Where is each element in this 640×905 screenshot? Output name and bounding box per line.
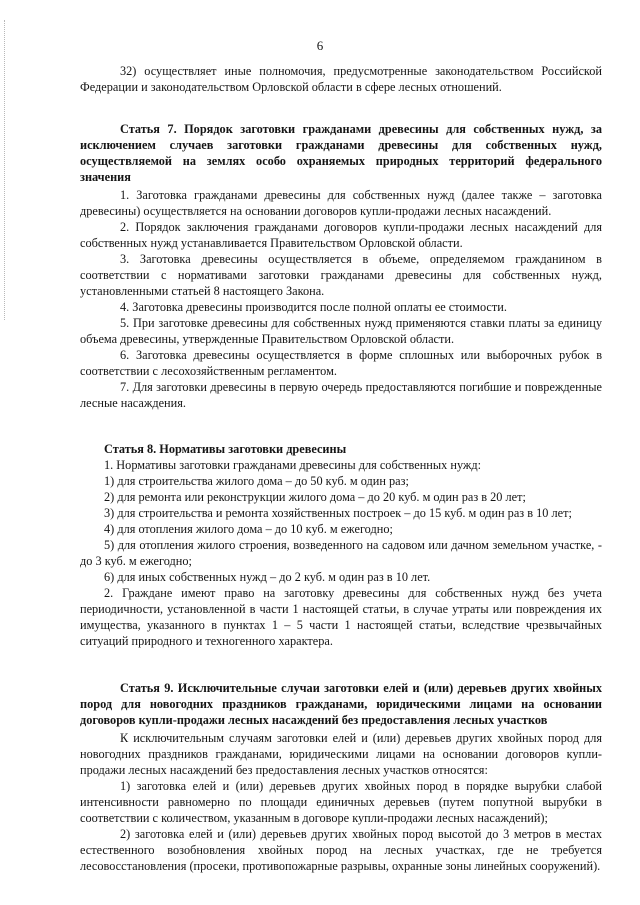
- article-7-paragraph-6: 6. Заготовка древесины осуществляется в форме сплошных или выборочных рубок в соответствии с лесохозяйственным регламентом.: [80, 348, 602, 378]
- article-8-item-6: 6) для иных собственных нужд – до 2 куб. м один раз в 10 лет.: [104, 570, 431, 584]
- article-8-item-5: 5) для отопления жилого строения, возведенного на садовом или дачном земельном участке, - до 3 куб. м ежегодно;: [80, 538, 602, 568]
- article-9-item-1: 1) заготовка елей и (или) деревьев других хвойных пород в порядке вырубки слабой интенсивности равномерно по площади единичных деревьев (путем попутной вырубки в соответствии с количеством, указанным в договоре купли-продажи лесных насаждений);: [80, 779, 602, 825]
- article-8-paragraph-2: 2. Граждане имеют право на заготовку древесины для собственных нужд без учета периодичности, установленной в части 1 настоящей статьи, в случае утраты или повреждения их имущества, указанного в пунктах 1 – 5 части 1 настоящей статьи, вследствие чрезвычайных ситуаций природного и техногенного характера.: [80, 586, 602, 648]
- article-7-title: Статья 7. Порядок заготовки гражданами древесины для собственных нужд, за исключением случаев заготовки гражданами древесины для собственных нужд, осуществляемой на землях особо охраняемых природных территорий федерального значения: [80, 122, 602, 184]
- article-8-title: Статья 8. Нормативы заготовки древесины: [104, 442, 347, 456]
- article-7-paragraph-3: 3. Заготовка древесины осуществляется в объеме, определяемом гражданином в соответствии с нормативами заготовки гражданами древесины для собственных нужд, установленными статьей 8 настоящего Закона.: [80, 252, 602, 298]
- scan-margin-mark: [4, 20, 7, 320]
- article-9-paragraph-1: К исключительным случаям заготовки елей и (или) деревьев других хвойных пород для новогодних праздников гражданами, юридическими лицами на основании договоров купли-продажи лесных насаждений без предоставления лесных участков относятся:: [80, 731, 602, 777]
- article-8-item-2: 2) для ремонта или реконструкции жилого дома – до 20 куб. м один раз в 20 лет;: [104, 490, 526, 504]
- article-8-item-1: 1) для строительства жилого дома – до 50 куб. м один раз;: [104, 474, 409, 488]
- article-8-item-3: 3) для строительства и ремонта хозяйственных построек – до 15 куб. м один раз в 10 лет;: [104, 506, 572, 520]
- page-number: 6: [316, 38, 324, 53]
- article-7-paragraph-4: 4. Заготовка древесины производится после полной оплаты ее стоимости.: [120, 300, 507, 314]
- article-7-paragraph-5: 5. При заготовке древесины для собственных нужд применяются ставки платы за единицу объема древесины, утвержденные Правительством Орловской области.: [80, 316, 602, 346]
- article-8-paragraph-1: 1. Нормативы заготовки гражданами древесины для собственных нужд:: [104, 458, 482, 472]
- document-body: [80, 63, 602, 874]
- article-7-paragraph-2: 2. Порядок заключения гражданами договоров купли-продажи лесных насаждений для собственных нужд устанавливается Правительством Орловской области.: [80, 220, 602, 250]
- article-8-item-4: 4) для отопления жилого дома – до 10 куб. м ежегодно;: [104, 522, 393, 536]
- article-9-title: Статья 9. Исключительные случаи заготовки елей и (или) деревьев других хвойных пород для новогодних праздников гражданами, юридическими лицами на основании договоров купли-продажи лесных насаждений без предоставления лесных участков: [80, 681, 602, 727]
- article-9-item-2: 2) заготовка елей и (или) деревьев других хвойных пород высотой до 3 метров в местах естественного возобновления хвойных пород на лесных участках, где не требуется лесовосстановления (просеки, противопожарные разрывы, охранные зоны линейных сооружений).: [80, 827, 602, 873]
- intro-paragraph: 32) осуществляет иные полномочия, предусмотренные законодательством Российской Федерации и законодательством Орловской области в сфере лесных отношений.: [80, 64, 602, 94]
- article-7-paragraph-7: 7. Для заготовки древесины в первую очередь предоставляются погибшие и поврежденные лесные насаждения.: [80, 380, 602, 410]
- article-7-paragraph-1: 1. Заготовка гражданами древесины для собственных нужд (далее также – заготовка древесины) осуществляется на основании договоров купли-продажи лесных насаждений.: [80, 188, 602, 218]
